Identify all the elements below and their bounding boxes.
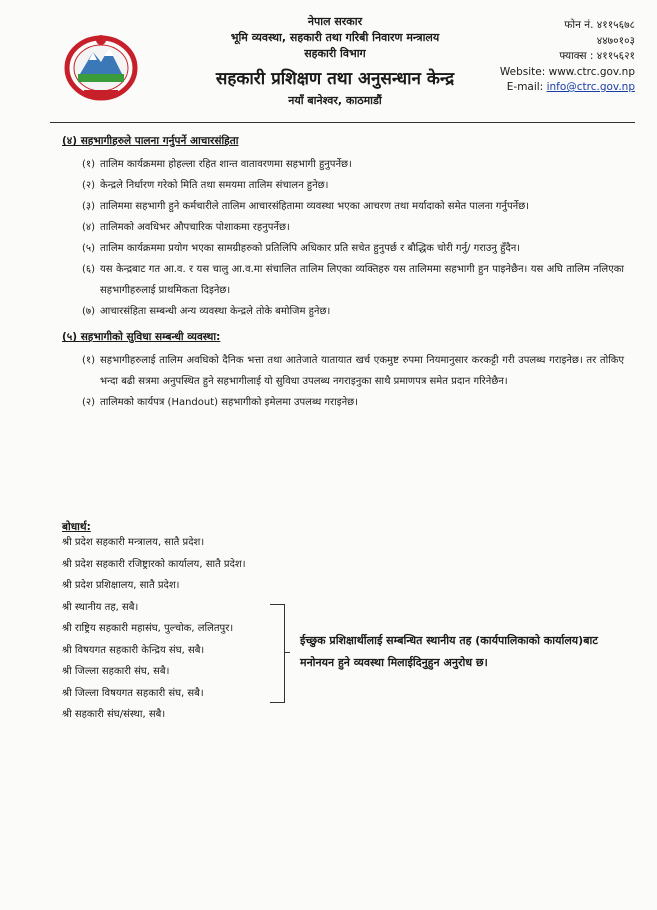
recipient-item: श्री जिल्ला विषयगत सहकारी संघ, सबै। <box>62 687 204 699</box>
list-item <box>62 238 632 259</box>
nepal-emblem-icon <box>60 30 142 102</box>
recipient-item: श्री विषयगत सहकारी केन्द्रिय संघ, सबै। <box>62 644 205 656</box>
item-number: (३) <box>82 201 96 212</box>
office-address: नयाँ बानेश्वर, काठमाडौं <box>288 94 382 107</box>
email-link[interactable]: info@ctrc.gov.np <box>546 81 635 93</box>
item-number: (४) <box>82 222 96 233</box>
list-item <box>62 259 632 301</box>
section-5-heading: (५) सहभागीको सुविधा सम्बन्धी व्यवस्था: <box>62 331 221 343</box>
letterhead <box>170 14 500 110</box>
list-item <box>62 175 632 196</box>
item-text: तालिमको कार्यपत्र (Handout) सहभागीको इमेलमा उपलब्ध गराइनेछ। <box>100 397 358 408</box>
website: Website: www.ctrc.gov.np <box>499 65 635 78</box>
header-divider <box>50 122 635 123</box>
letter-body <box>62 132 632 413</box>
list-item <box>62 154 632 175</box>
section-5 <box>62 328 632 413</box>
list-item <box>62 217 632 238</box>
nomination-note: ईच्छुक प्रशिक्षार्थीलाई सम्बन्धित स्थानीय तह (कार्यपालिकाको कार्यालय)बाट मनोनयन हुने व्यवस्था मिलाईदिनुहुन अनुरोध छ। <box>300 634 598 669</box>
list-item <box>62 350 632 392</box>
item-number: (६) <box>82 264 96 275</box>
government-name: नेपाल सरकार <box>307 15 363 28</box>
item-text: आचारसंहिता सम्बन्धी अन्य व्यवस्था केन्द्रले तोके बमोजिम हुनेछ। <box>100 306 331 317</box>
section-4-heading: (४) सहभागीहरुले पालना गर्नुपर्ने आचारसंहिता <box>62 135 239 147</box>
recipient-item: श्री राष्ट्रिय सहकारी महासंघ, पुल्चोक, ललितपुर। <box>62 623 234 634</box>
recipient-item: श्री जिल्ला सहकारी संघ, सबै। <box>62 666 170 677</box>
recipient-item: श्री स्थानीय तह, सबै। <box>62 601 139 613</box>
item-number: (७) <box>82 306 96 317</box>
fax-number: फ्याक्स : ४११५६२१ <box>559 50 635 62</box>
item-number: (२) <box>82 397 96 408</box>
item-text: तालिम कार्यक्रममा होहल्ला रहित शान्त वातावरणमा सहभागी हुनुपर्नेछ। <box>100 159 352 170</box>
ministry-name: भूमि व्यवस्था, सहकारी तथा गरिबी निवारण मन्त्रालय <box>230 31 440 44</box>
recipient-item: श्री प्रदेश प्रशिक्षालय, सातै प्रदेश। <box>62 580 180 591</box>
list-item <box>62 392 632 413</box>
item-number: (२) <box>82 180 96 191</box>
item-text: तालिममा सहभागी हुने कर्मचारीले तालिम आचारसंहितामा व्यवस्था भएका आचरण तथा मर्यादाको समेत पालना गर्नुपर्नेछ। <box>100 201 530 212</box>
item-text: तालिम कार्यक्रममा प्रयोग भएका सामग्रीहरुको प्रतिलिपि अधिकार प्रति सचेत हुनुपर्छ र बौद्धिक चोरी गर्नु/ गराउनु हुँदैन। <box>100 243 521 254</box>
email-line <box>500 80 635 96</box>
department-name: सहकारी विभाग <box>304 47 366 60</box>
recipient-bracket <box>270 604 285 703</box>
recipient-item: श्री प्रदेश सहकारी रजिष्ट्रारको कार्यालय, सातै प्रदेश। <box>62 558 246 570</box>
email-label: E-mail: <box>506 81 547 93</box>
recipient-item: श्री प्रदेश सहकारी मन्त्रालय, सातै प्रदेश। <box>62 537 205 548</box>
section-4-list <box>62 154 632 322</box>
list-item <box>62 301 632 322</box>
recipient-item: श्री सहकारी संघ/संस्था, सबै। <box>62 709 166 720</box>
contact-block <box>500 18 635 96</box>
phone-number: फोन नं. ४११५६७८ <box>564 19 635 31</box>
cc-heading: बोधार्थ: <box>62 521 91 533</box>
office-title: सहकारी प्रशिक्षण तथा अनुसन्धान केन्द्र <box>215 69 455 89</box>
item-text: तालिमको अवधिभर औपचारिक पोशाकमा रहनुपर्नेछ। <box>100 222 290 233</box>
item-text: केन्द्रले निर्धारण गरेको मिति तथा समयमा तालिम संचालन हुनेछ। <box>100 180 329 191</box>
phone-number-2: ४४७०१०३ <box>596 34 635 47</box>
bracket-pointer <box>284 652 290 653</box>
list-item <box>62 196 632 217</box>
item-text: सहभागीहरुलाई तालिम अवधिको दैनिक भत्ता तथा आतेजाते यातायात खर्च एकमुष्ट रुपमा नियमानुसार करकट्टी गरी उपलब्ध गराइनेछ। तर तोकिए भन्दा बढी सत्रमा अनुपस्थित हुने सहभागीलाई यो सुविधा उपलब्ध नगराइनुका साथै प्रमाणपत्र समेत प्रदान गरिनेछैन। <box>100 355 624 387</box>
item-number: (१) <box>82 355 96 366</box>
item-number: (१) <box>82 159 96 170</box>
item-text: यस केन्द्रबाट गत आ.व. र यस चालु आ.व.मा संचालित तालिम लिएका व्यक्तिहरु यस तालिममा सहभागी हुन पाइनेछैन। यस अघि तालिम नलिएका सहभागीहरुलाई प्राथमिकता दिइनेछ। <box>100 264 624 296</box>
item-number: (५) <box>82 243 96 254</box>
